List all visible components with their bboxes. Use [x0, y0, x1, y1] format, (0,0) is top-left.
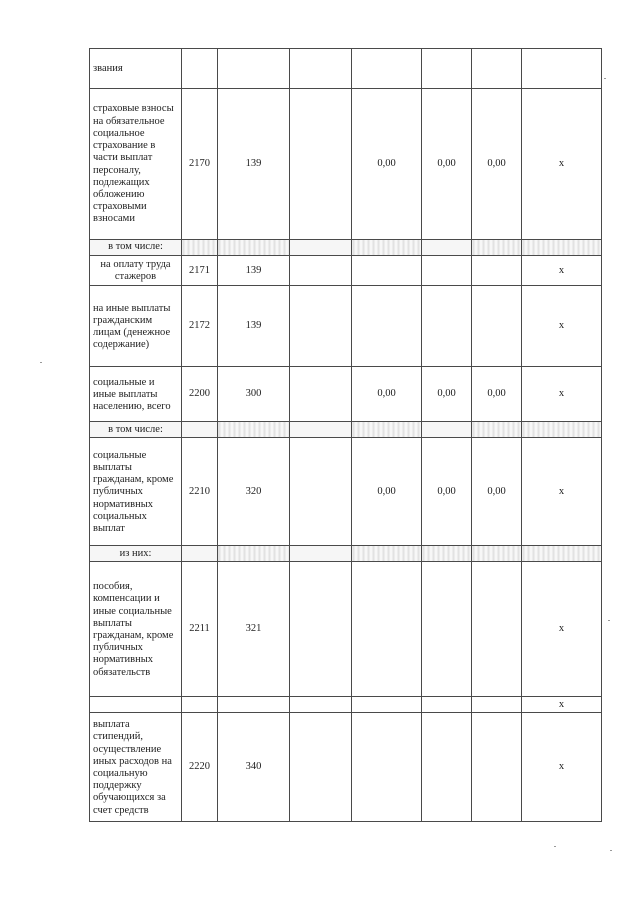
table-row [90, 438, 602, 546]
row-col4 [290, 89, 352, 240]
row-col8: х [522, 438, 602, 546]
row-col5 [352, 697, 422, 713]
row-kbk [218, 546, 290, 562]
table-row [90, 367, 602, 422]
row-name [90, 697, 182, 713]
row-col7 [472, 240, 522, 256]
row-name: пособия, компенсации и иные социальные выплаты гражданам, кроме публичных нормативных обязательств [90, 562, 182, 697]
row-col6 [422, 422, 472, 438]
row-kbk [218, 422, 290, 438]
table-row [90, 240, 602, 256]
row-col7: 0,00 [472, 438, 522, 546]
row-kbk: 321 [218, 562, 290, 697]
row-name: из них: [90, 546, 182, 562]
row-col8 [522, 240, 602, 256]
row-kbk [218, 240, 290, 256]
row-col8 [522, 49, 602, 89]
row-col7: 0,00 [472, 367, 522, 422]
row-kbk [218, 49, 290, 89]
row-code: 2210 [182, 438, 218, 546]
table-row [90, 697, 602, 713]
row-col8: х [522, 697, 602, 713]
row-col8: х [522, 256, 602, 286]
row-code [182, 240, 218, 256]
table-row [90, 422, 602, 438]
row-kbk: 340 [218, 713, 290, 822]
row-col4 [290, 438, 352, 546]
table-row [90, 256, 602, 286]
row-col5 [352, 422, 422, 438]
row-name: социальные и иные выплаты населению, всего [90, 367, 182, 422]
budget-table [89, 48, 602, 822]
row-code [182, 697, 218, 713]
row-col5 [352, 256, 422, 286]
scan-speck [554, 846, 556, 847]
row-col4 [290, 546, 352, 562]
row-col6 [422, 256, 472, 286]
row-col7 [472, 562, 522, 697]
row-col7 [472, 256, 522, 286]
row-col8: х [522, 562, 602, 697]
scan-speck [610, 850, 612, 851]
table-row [90, 713, 602, 822]
row-col5 [352, 286, 422, 367]
row-col7 [472, 697, 522, 713]
row-col7 [472, 422, 522, 438]
row-col5: 0,00 [352, 367, 422, 422]
row-code [182, 546, 218, 562]
row-col6: 0,00 [422, 438, 472, 546]
row-col4 [290, 697, 352, 713]
row-code [182, 49, 218, 89]
row-col4 [290, 562, 352, 697]
table-row [90, 546, 602, 562]
row-col4 [290, 713, 352, 822]
row-kbk: 139 [218, 89, 290, 240]
table-row [90, 562, 602, 697]
row-col6 [422, 546, 472, 562]
row-kbk: 139 [218, 286, 290, 367]
row-code: 2171 [182, 256, 218, 286]
row-col8 [522, 546, 602, 562]
row-name: страховые взносы на обязательное социальное страхование в части выплат персоналу, подлежащих обложению страховыми взносами [90, 89, 182, 240]
scan-speck [40, 362, 42, 363]
row-name: выплата стипендий, осуществление иных расходов на социальную поддержку обучающихся за счет средств [90, 713, 182, 822]
row-name: в том числе: [90, 240, 182, 256]
row-col7 [472, 713, 522, 822]
row-col8 [522, 422, 602, 438]
row-col8: х [522, 89, 602, 240]
row-col8: х [522, 367, 602, 422]
row-col6 [422, 286, 472, 367]
row-name: в том числе: [90, 422, 182, 438]
row-col6: 0,00 [422, 367, 472, 422]
scan-speck [604, 78, 606, 79]
row-code: 2200 [182, 367, 218, 422]
row-col4 [290, 240, 352, 256]
table-row [90, 49, 602, 89]
row-col5 [352, 546, 422, 562]
row-col6 [422, 713, 472, 822]
row-col6 [422, 562, 472, 697]
row-code [182, 422, 218, 438]
row-col6 [422, 240, 472, 256]
table-row [90, 89, 602, 240]
row-col8: х [522, 286, 602, 367]
table-row [90, 286, 602, 367]
row-col5: 0,00 [352, 438, 422, 546]
row-col4 [290, 256, 352, 286]
row-col5 [352, 49, 422, 89]
row-col4 [290, 49, 352, 89]
row-col5 [352, 240, 422, 256]
row-kbk: 139 [218, 256, 290, 286]
row-code: 2172 [182, 286, 218, 367]
row-code: 2220 [182, 713, 218, 822]
row-kbk: 300 [218, 367, 290, 422]
row-col5 [352, 562, 422, 697]
row-kbk [218, 697, 290, 713]
row-col7 [472, 546, 522, 562]
row-col5 [352, 713, 422, 822]
row-col7 [472, 49, 522, 89]
row-code: 2170 [182, 89, 218, 240]
row-name: на иные выплаты гражданским лицам (денежное содержание) [90, 286, 182, 367]
row-col6: 0,00 [422, 89, 472, 240]
row-col5: 0,00 [352, 89, 422, 240]
row-name: на оплату труда стажеров [90, 256, 182, 286]
scan-speck [608, 620, 610, 621]
row-code: 2211 [182, 562, 218, 697]
row-col7: 0,00 [472, 89, 522, 240]
row-kbk: 320 [218, 438, 290, 546]
row-col8: х [522, 713, 602, 822]
row-col4 [290, 422, 352, 438]
row-col6 [422, 49, 472, 89]
row-col4 [290, 367, 352, 422]
row-col6 [422, 697, 472, 713]
row-name: звания [90, 49, 182, 89]
row-name: социальные выплаты гражданам, кроме публичных нормативных социальных выплат [90, 438, 182, 546]
row-col4 [290, 286, 352, 367]
row-col7 [472, 286, 522, 367]
